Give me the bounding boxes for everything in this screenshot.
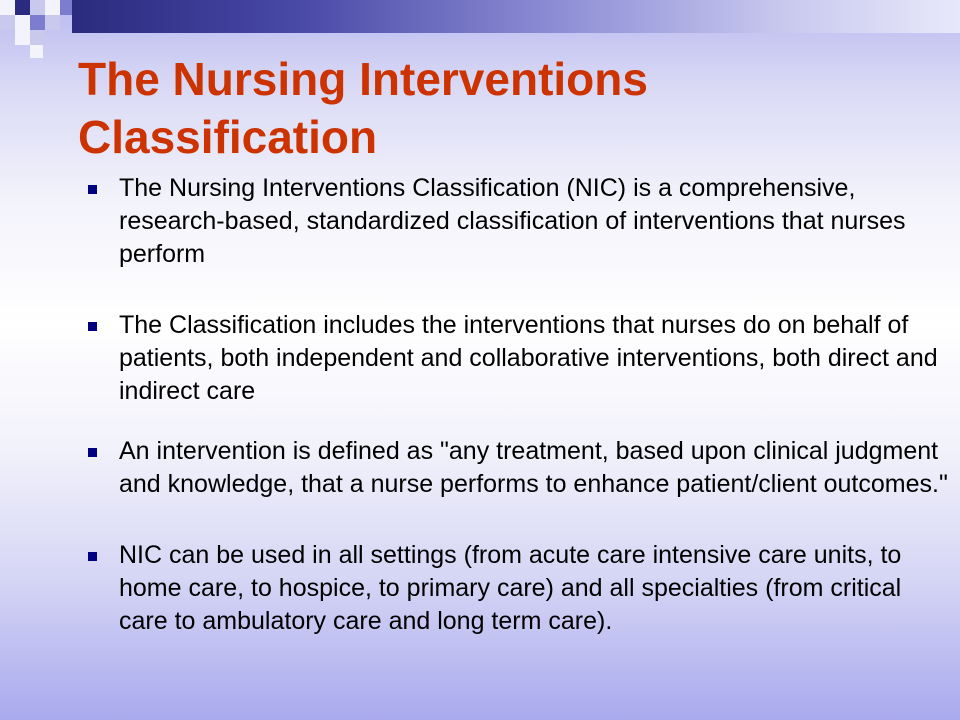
bullet-text: NIC can be used in all settings (from acute care intensive care units, to home care, to hospice, to primary care) and all specialties (from critical care to ambulatory care and long term care). [119, 541, 902, 635]
bullet-text: An intervention is defined as "any treatment, based upon clinical judgment and knowledge, that a nurse performs to enhance patient/client outcomes." [119, 437, 948, 498]
bullet-list [88, 172, 948, 638]
bullet-text: The Nursing Interventions Classification (NIC) is a comprehensive, research-based, standardized classification of interventions that nurses perform [119, 174, 906, 268]
square-bullet-icon [88, 322, 97, 331]
bullet-text: The Classification includes the interventions that nurses do on behalf of patients, both independent and collaborative interventions, both direct and indirect care [119, 311, 938, 405]
top-decorative-bar [72, 0, 960, 33]
bullet-item [88, 539, 948, 638]
bullet-item [88, 309, 948, 408]
square-bullet-icon [88, 185, 97, 194]
slide-title: The Nursing Interventions Classification [78, 53, 648, 163]
square-bullet-icon [88, 552, 97, 561]
bullet-item [88, 435, 948, 501]
bullet-item [88, 172, 948, 271]
square-bullet-icon [88, 448, 97, 457]
